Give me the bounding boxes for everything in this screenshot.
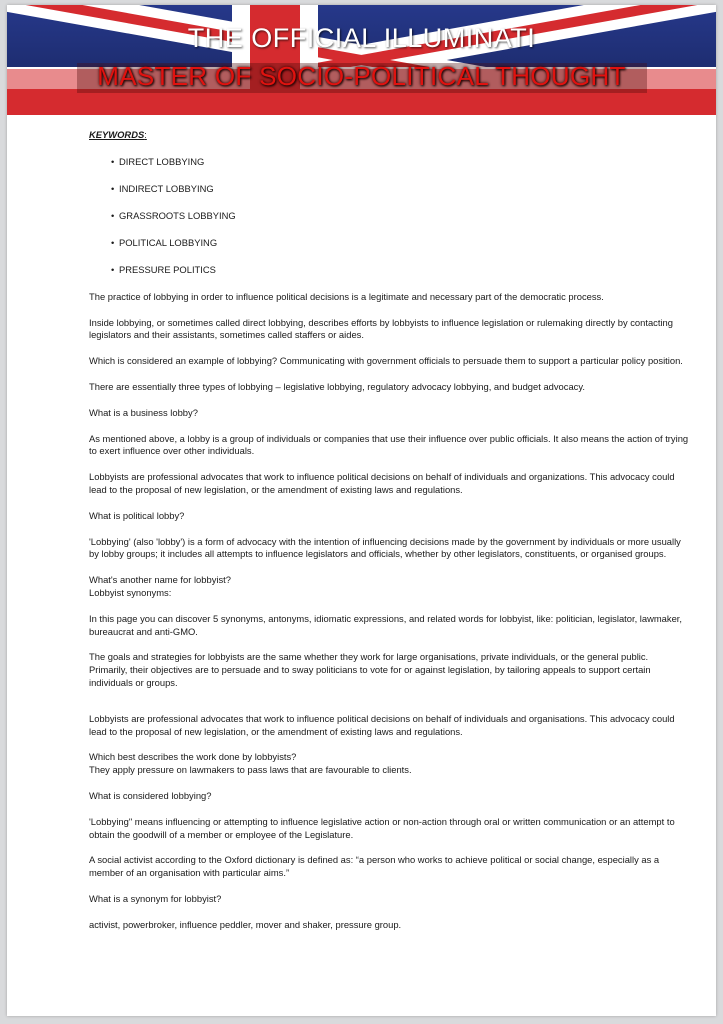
bullet-icon: •: [111, 209, 115, 221]
bullet-icon: •: [111, 182, 115, 194]
keywords-list: [89, 156, 689, 291]
list-item: [111, 264, 689, 291]
paragraph: Lobbyists are professional advocates that work to influence political decisions on behalf of individuals and organizations. This advocacy could lead to the proposal of new legislation, or the amendment of existing laws and regulations.: [89, 471, 675, 495]
paragraph: Lobbyists are professional advocates that work to influence political decisions on behalf of individuals and organisations. This advocacy could lead to the proposal of new legislation, or the amendment of existing laws and regulations.: [89, 712, 675, 737]
keywords-heading-text: KEYWORDS: [89, 129, 145, 140]
paragraph: Inside lobbying, or sometimes called direct lobbying, describes efforts by lobbyists to influence legislation or rulemaking directly by contacting legislators and their assistants, sometimes called staffers or aides.: [89, 316, 673, 341]
paragraph: The goals and strategies for lobbyists are the same whether they work for large organisations, private individuals, or the general public. Primarily, their objectives are to persuade and to sway politicians to vote for or against legislation, by tailoring appeals to support certain individuals or groups.: [89, 651, 651, 688]
banner-subtitle: MASTER OF SOCIO-POLITICAL THOUGHT: [97, 61, 626, 91]
keyword-label: GRASSROOTS LOBBYING: [119, 209, 236, 221]
paragraph: In this page you can discover 5 synonyms, antonyms, idiomatic expressions, and related words for lobbyist, like: politician, legislator, lawmaker, bureaucrat and anti-GMO.: [89, 612, 682, 637]
keywords-heading: [89, 129, 689, 142]
paragraph: 'Lobbying" means influencing or attempting to influence legislative action or non-action through oral or written communication or an attempt to obtain the goodwill of a member or employee of the Legislature.: [89, 815, 675, 840]
union-flag-image: [7, 5, 716, 115]
question-heading: What is political lobby?: [89, 509, 185, 521]
keyword-label: INDIRECT LOBBYING: [119, 182, 214, 194]
document-page: [7, 5, 716, 1016]
paragraph: activist, powerbroker, influence peddler, mover and shaker, pressure group.: [89, 918, 402, 930]
paragraph: As mentioned above, a lobby is a group of individuals or companies that use their influence over public officials. It also means the action of trying to exert influence over other individuals.: [89, 432, 689, 457]
answer-text: Lobbyist synonyms:: [89, 586, 172, 598]
list-item: [111, 210, 689, 237]
question-heading: What's another name for lobbyist?: [89, 574, 231, 586]
paragraph: The practice of lobbying in order to influence political decisions is a legitimate and necessary part of the democratic process.: [89, 290, 604, 302]
paragraph: There are essentially three types of lobbying – legislative lobbying, regulatory advocacy lobbying, and budget advocacy.: [89, 380, 585, 392]
paragraph: A social activist according to the Oxford dictionary is defined as: “a person who works to achieve political or social change, especially as a member of an organisation with particular aims.”: [89, 854, 660, 879]
question-heading: What is a business lobby?: [89, 406, 198, 418]
keywords-colon: :: [144, 129, 147, 140]
document-body: [89, 129, 689, 945]
question-heading: What is considered lobbying?: [89, 789, 212, 801]
bullet-icon: •: [111, 263, 115, 275]
bullet-icon: •: [111, 155, 115, 167]
keyword-label: PRESSURE POLITICS: [119, 263, 216, 275]
header-banner: [7, 5, 716, 115]
list-item: [111, 156, 689, 183]
answer-text: They apply pressure on lawmakers to pass laws that are favourable to clients.: [89, 764, 412, 776]
list-item: [111, 237, 689, 264]
question-heading: Which best describes the work done by lobbyists?: [89, 751, 297, 763]
paragraph: 'Lobbying' (also 'lobby') is a form of advocacy with the intention of influencing decisions made by the government by individuals or more usually by lobby groups; it includes all attempts to influence legislators and officials, whether by other legislators, constituents, or organised groups.: [89, 535, 681, 560]
banner-title: THE OFFICIAL ILLUMINATI: [187, 23, 536, 53]
paragraph: Which is considered an example of lobbying? Communicating with government officials to persuade them to support a particular policy position.: [89, 355, 683, 367]
keyword-label: POLITICAL LOBBYING: [119, 236, 218, 248]
paragraph: [89, 574, 689, 600]
question-heading: What is a synonym for lobbyist?: [89, 892, 222, 904]
list-item: [111, 183, 689, 210]
keyword-label: DIRECT LOBBYING: [119, 155, 205, 167]
bullet-icon: •: [111, 236, 115, 248]
paragraph: [89, 751, 689, 777]
